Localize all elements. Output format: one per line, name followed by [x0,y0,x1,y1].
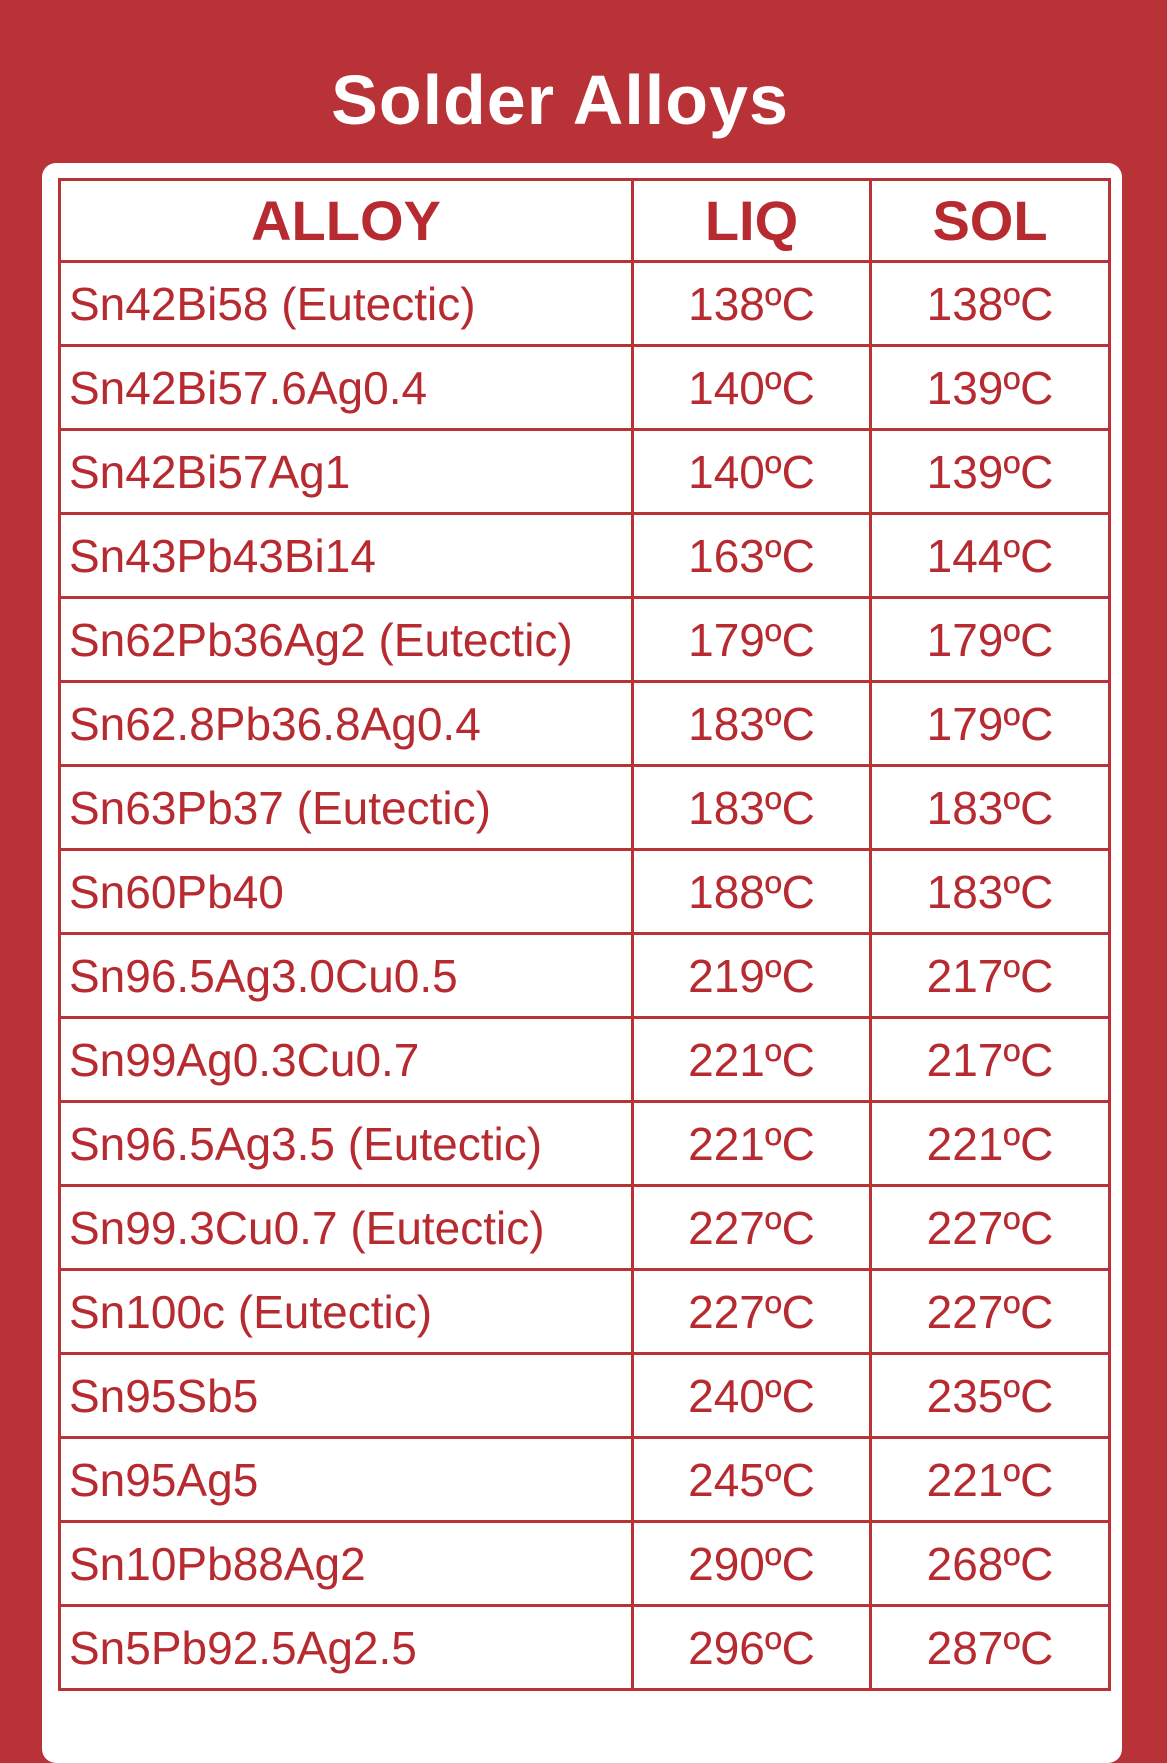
table-row [60,1018,1110,1102]
column-header-liq: LIQ [633,180,871,262]
column-header-sol: SOL [871,180,1110,262]
solidus-cell: 139ºC [871,346,1110,430]
solidus-cell: 138ºC [871,262,1110,346]
table-row [60,934,1110,1018]
alloy-cell: Sn62.8Pb36.8Ag0.4 [60,682,633,766]
solidus-cell: 221ºC [871,1102,1110,1186]
liquidus-cell: 183ºC [633,682,871,766]
alloy-cell: Sn5Pb92.5Ag2.5 [60,1606,633,1690]
table-row [60,1270,1110,1354]
alloy-cell: Sn96.5Ag3.5 (Eutectic) [60,1102,633,1186]
solder-alloys-table [58,178,1111,1691]
table-row [60,1102,1110,1186]
table-row [60,1522,1110,1606]
liquidus-cell: 240ºC [633,1354,871,1438]
alloy-cell: Sn99.3Cu0.7 (Eutectic) [60,1186,633,1270]
table-row [60,1606,1110,1690]
alloy-cell: Sn42Bi57.6Ag0.4 [60,346,633,430]
liquidus-cell: 245ºC [633,1438,871,1522]
alloy-cell: Sn42Bi58 (Eutectic) [60,262,633,346]
solidus-cell: 217ºC [871,1018,1110,1102]
alloy-cell: Sn63Pb37 (Eutectic) [60,766,633,850]
solidus-cell: 235ºC [871,1354,1110,1438]
liquidus-cell: 179ºC [633,598,871,682]
solidus-cell: 183ºC [871,850,1110,934]
liquidus-cell: 221ºC [633,1102,871,1186]
alloy-cell: Sn99Ag0.3Cu0.7 [60,1018,633,1102]
solidus-cell: 227ºC [871,1186,1110,1270]
alloy-cell: Sn95Sb5 [60,1354,633,1438]
table-row [60,1438,1110,1522]
liquidus-cell: 140ºC [633,346,871,430]
alloy-cell: Sn43Pb43Bi14 [60,514,633,598]
table-row [60,514,1110,598]
alloy-cell: Sn42Bi57Ag1 [60,430,633,514]
table-row [60,1354,1110,1438]
alloy-cell: Sn100c (Eutectic) [60,1270,633,1354]
solidus-cell: 217ºC [871,934,1110,1018]
column-header-alloy: ALLOY [60,180,633,262]
alloy-cell: Sn62Pb36Ag2 (Eutectic) [60,598,633,682]
solidus-cell: 183ºC [871,766,1110,850]
liquidus-cell: 296ºC [633,1606,871,1690]
liquidus-cell: 188ºC [633,850,871,934]
alloy-cell: Sn10Pb88Ag2 [60,1522,633,1606]
liquidus-cell: 290ºC [633,1522,871,1606]
solidus-cell: 179ºC [871,598,1110,682]
table-body [60,262,1110,1690]
alloy-cell: Sn96.5Ag3.0Cu0.5 [60,934,633,1018]
liquidus-cell: 140ºC [633,430,871,514]
liquidus-cell: 227ºC [633,1270,871,1354]
liquidus-cell: 138ºC [633,262,871,346]
liquidus-cell: 221ºC [633,1018,871,1102]
liquidus-cell: 219ºC [633,934,871,1018]
solidus-cell: 227ºC [871,1270,1110,1354]
table-row [60,1186,1110,1270]
solidus-cell: 179ºC [871,682,1110,766]
solidus-cell: 139ºC [871,430,1110,514]
solidus-cell: 144ºC [871,514,1110,598]
liquidus-cell: 227ºC [633,1186,871,1270]
solidus-cell: 268ºC [871,1522,1110,1606]
table-row [60,766,1110,850]
table-row [60,346,1110,430]
table-row [60,430,1110,514]
table-row [60,598,1110,682]
table-header-row [60,180,1110,262]
solidus-cell: 221ºC [871,1438,1110,1522]
table-row [60,850,1110,934]
page-title: Solder Alloys [331,61,789,139]
solidus-cell: 287ºC [871,1606,1110,1690]
table-row [60,262,1110,346]
alloy-cell: Sn95Ag5 [60,1438,633,1522]
table-row [60,682,1110,766]
liquidus-cell: 183ºC [633,766,871,850]
alloy-cell: Sn60Pb40 [60,850,633,934]
liquidus-cell: 163ºC [633,514,871,598]
